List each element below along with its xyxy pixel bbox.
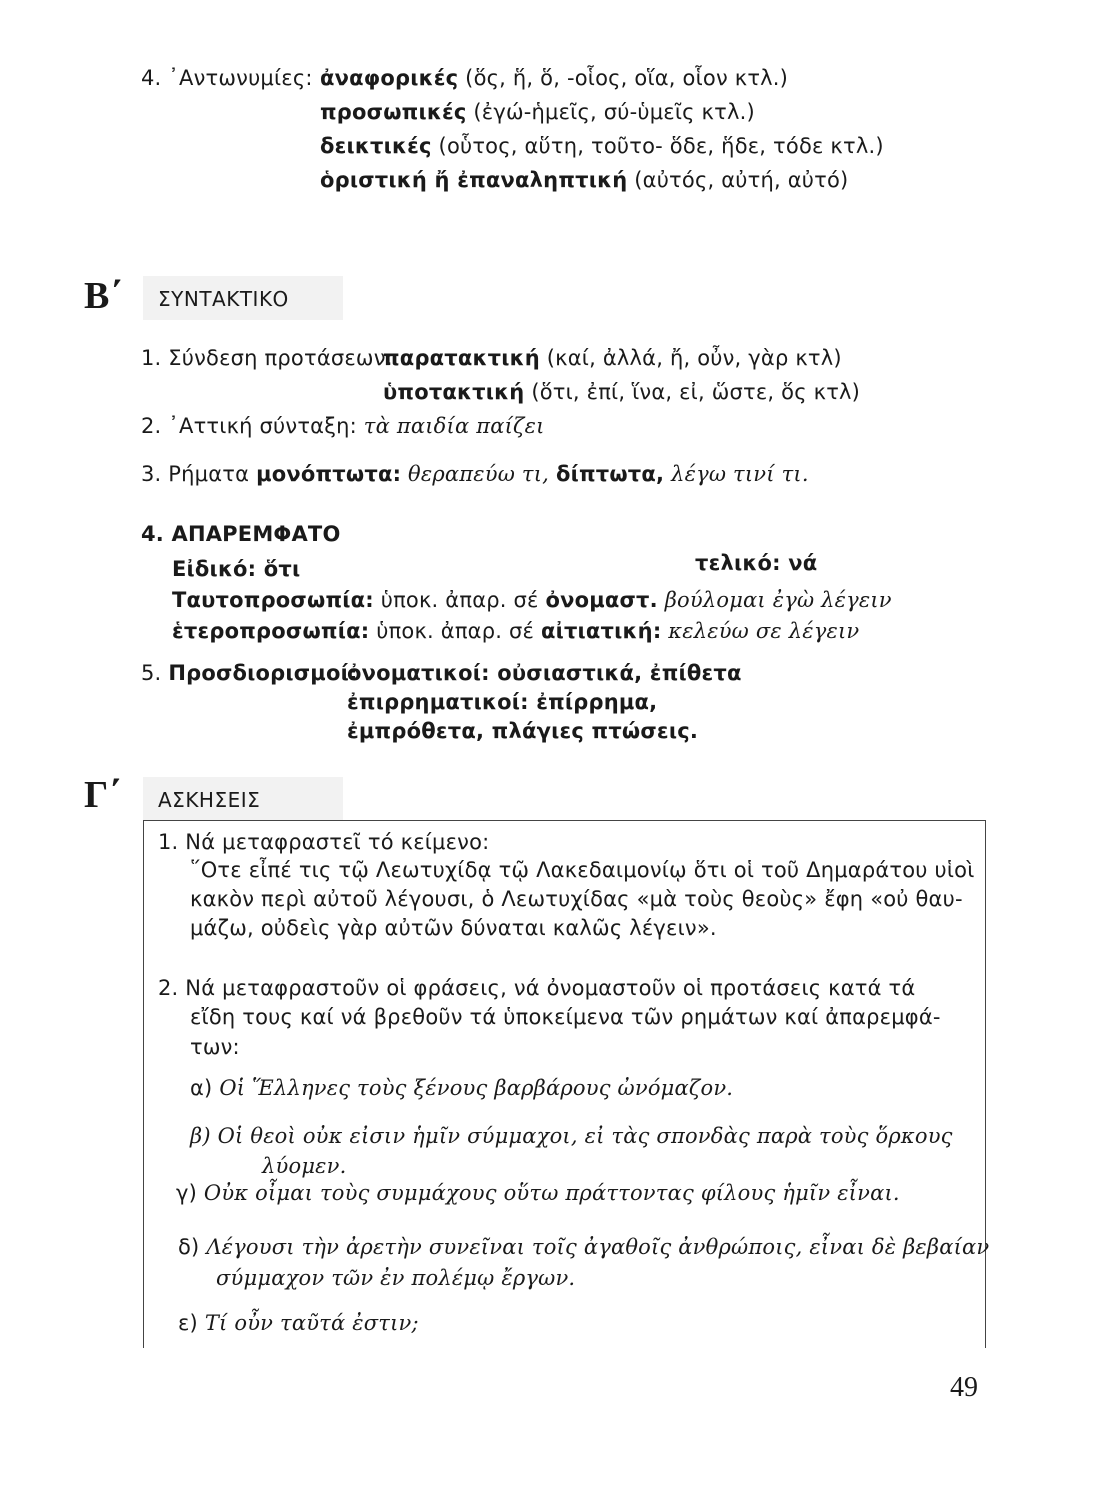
item-marker: δ): [178, 1235, 200, 1259]
pronoun-row: [320, 66, 788, 90]
item-sentence: Οὐκ οἶμαι τοὺς συμμάχους οὕτω πράττοντας φίλους ἡμῖν εἶναι.: [203, 1181, 900, 1205]
conjunction-term: παρατακτική: [383, 346, 540, 370]
tautoprosopia-row: [172, 588, 892, 612]
heteroprosopia-label: ἑτεροπροσωπία:: [172, 619, 370, 643]
tautoprosopia-case: ὀνομαστ.: [545, 588, 658, 612]
conjunction-examples: (καί, ἀλλά, ἤ, οὖν, γὰρ κτλ): [539, 346, 842, 370]
pronoun-examples: (αὐτός, αὐτή, αὐτό): [627, 168, 849, 192]
attic-syntax-label: 2. ᾿Αττική σύνταξη:: [141, 414, 364, 438]
determiners-row: [141, 661, 358, 685]
determiners-line: ἐπιρρηματικοί: ἐπίρρημα,: [347, 690, 658, 714]
tautoprosopia-label: Ταυτοπροσωπία:: [172, 588, 374, 612]
item-sentence: Οἱ Ἕλληνες τοὺς ξένους βαρβάρους ὠνόμαζον.: [219, 1076, 734, 1100]
pronouns-label: 4. ᾿Αντωνυμίες:: [141, 66, 313, 90]
exercise-2-item: [176, 1181, 900, 1205]
pronoun-term: ὁριστική ἤ ἐπαναληπτική: [320, 168, 628, 192]
heteroprosopia-case: αἰτιατική:: [540, 619, 662, 643]
infinitive-heading: 4. ΑΠΑΡΕΜΦΑΤΟ: [141, 522, 341, 546]
diptota-term: δίπτωτα,: [555, 462, 665, 486]
determiners-term: Προσδιορισμοί:: [168, 661, 358, 685]
heteroprosopia-desc: ὑποκ. ἀπαρ. σέ: [369, 619, 541, 643]
pronoun-term: ἀναφορικές: [320, 66, 459, 90]
conjunction-row: [383, 346, 842, 370]
exercise-1-text-line: κακὸν περὶ αὐτοῦ λέγουσι, ὁ Λεωτυχίδας «μὰ τοὺς θεοὺς» ἔφη «οὐ θαυ-: [190, 887, 963, 911]
exercise-2-item: [178, 1311, 419, 1335]
pronoun-examples: (ἐγώ-ἡμεῖς, σύ-ὑμεῖς κτλ.): [466, 100, 755, 124]
exercise-2-item: [178, 1235, 989, 1259]
item-marker: γ): [176, 1181, 198, 1205]
determiners-line: ὀνοματικοί: οὐσιαστικά, ἐπίθετα: [347, 661, 742, 685]
page-number: 49: [950, 1372, 978, 1403]
verbs-label: 3. Ρήματα: [141, 462, 257, 486]
exercise-1-prompt: 1. Νά μεταφραστεῖ τό κείμενο:: [158, 830, 490, 854]
tautoprosopia-desc: ὑποκ. ἀπαρ. σέ: [373, 588, 546, 612]
exercise-2-item: [190, 1124, 953, 1148]
item-marker: β): [190, 1124, 211, 1148]
syntax-item-1-label: 1. Σύνδεση προτάσεων:: [141, 346, 393, 370]
tautoprosopia-example: βούλομαι ἐγὼ λέγειν: [657, 588, 892, 612]
heteroprosopia-example: κελεύω σε λέγειν: [661, 619, 860, 643]
item-sentence: Λέγουσι τὴν ἀρετὴν συνεῖναι τοῖς ἀγαθοῖς ἀνθρώποις, εἶναι δὲ βεβαίαν: [206, 1235, 990, 1259]
syntax-item-3: [141, 462, 809, 486]
item-sentence: Οἱ θεοὶ οὐκ εἰσιν ἡμῖν σύμμαχοι, εἰ τὰς σπονδὰς παρὰ τοὺς ὅρκους: [217, 1124, 953, 1148]
monoptota-term: μονόπτωτα:: [256, 462, 402, 486]
exercise-1-text-line: ῞Οτε εἶπέ τις τῷ Λεωτυχίδᾳ τῷ Λακεδαιμονίῳ ὅτι οἱ τοῦ Δημαράτου υἱοὶ: [190, 858, 975, 882]
pronoun-term: προσωπικές: [320, 100, 467, 124]
attic-syntax-example: τὰ παιδία παίζει: [363, 414, 545, 438]
diptota-example: λέγω τινί τι.: [664, 462, 809, 486]
syntax-item-2: [141, 414, 545, 438]
pronoun-term: δεικτικές: [320, 134, 432, 158]
pronoun-examples: (ὅς, ἥ, ὅ, -οἷος, οἵα, οἷον κτλ.): [458, 66, 789, 90]
infinitive-eidiko: Εἰδικό: ὅτι: [172, 557, 301, 581]
exercise-2-prompt-line: των:: [190, 1035, 240, 1059]
item-marker: α): [190, 1076, 213, 1100]
determiners-number: 5.: [141, 661, 169, 685]
pronoun-examples: (οὗτος, αὕτη, τοῦτο- ὅδε, ἥδε, τόδε κτλ.): [431, 134, 884, 158]
exercise-2-prompt-line: εἴδη τους καί νά βρεθοῦν τά ὑποκείμενα τῶν ρημάτων καί ἀπαρεμφά-: [190, 1005, 941, 1029]
item-sentence-continuation: σύμμαχον τῶν ἐν πολέμῳ ἔργων.: [216, 1266, 576, 1290]
heteroprosopia-row: [172, 619, 859, 643]
determiners-line: ἐμπρόθετα, πλάγιες πτώσεις.: [347, 719, 699, 743]
item-marker: ε): [178, 1311, 198, 1335]
pronoun-row: [320, 134, 884, 158]
item-sentence-continuation: λύομεν.: [262, 1154, 347, 1178]
conjunction-term: ὑποτακτική: [383, 380, 525, 404]
exercise-1-text-line: μάζω, οὐδεὶς γὰρ αὐτῶν δύναται καλῶς λέγειν».: [190, 916, 717, 940]
item-sentence: Τί οὖν ταῦτά ἐστιν;: [204, 1311, 419, 1335]
pronoun-row: [320, 100, 755, 124]
section-c-letter: Γ΄: [84, 774, 121, 816]
exercise-2-prompt-line: 2. Νά μεταφραστοῦν οἱ φράσεις, νά ὀνομαστοῦν οἱ προτάσεις κατά τά: [158, 976, 916, 1000]
section-b-title: ΣΥΝΤΑΚΤΙΚΟ: [158, 287, 289, 311]
section-c-title: ΑΣΚΗΣΕΙΣ: [158, 788, 261, 812]
conjunction-examples: (ὅτι, ἐπί, ἵνα, εἰ, ὥστε, ὅς κτλ): [524, 380, 861, 404]
monoptota-example: θεραπεύω τι,: [401, 462, 556, 486]
exercise-2-item: [190, 1076, 733, 1100]
section-b-letter: Β΄: [84, 275, 122, 317]
infinitive-teliko: τελικό: νά: [695, 551, 818, 575]
conjunction-row: [383, 380, 860, 404]
pronoun-row: [320, 168, 848, 192]
